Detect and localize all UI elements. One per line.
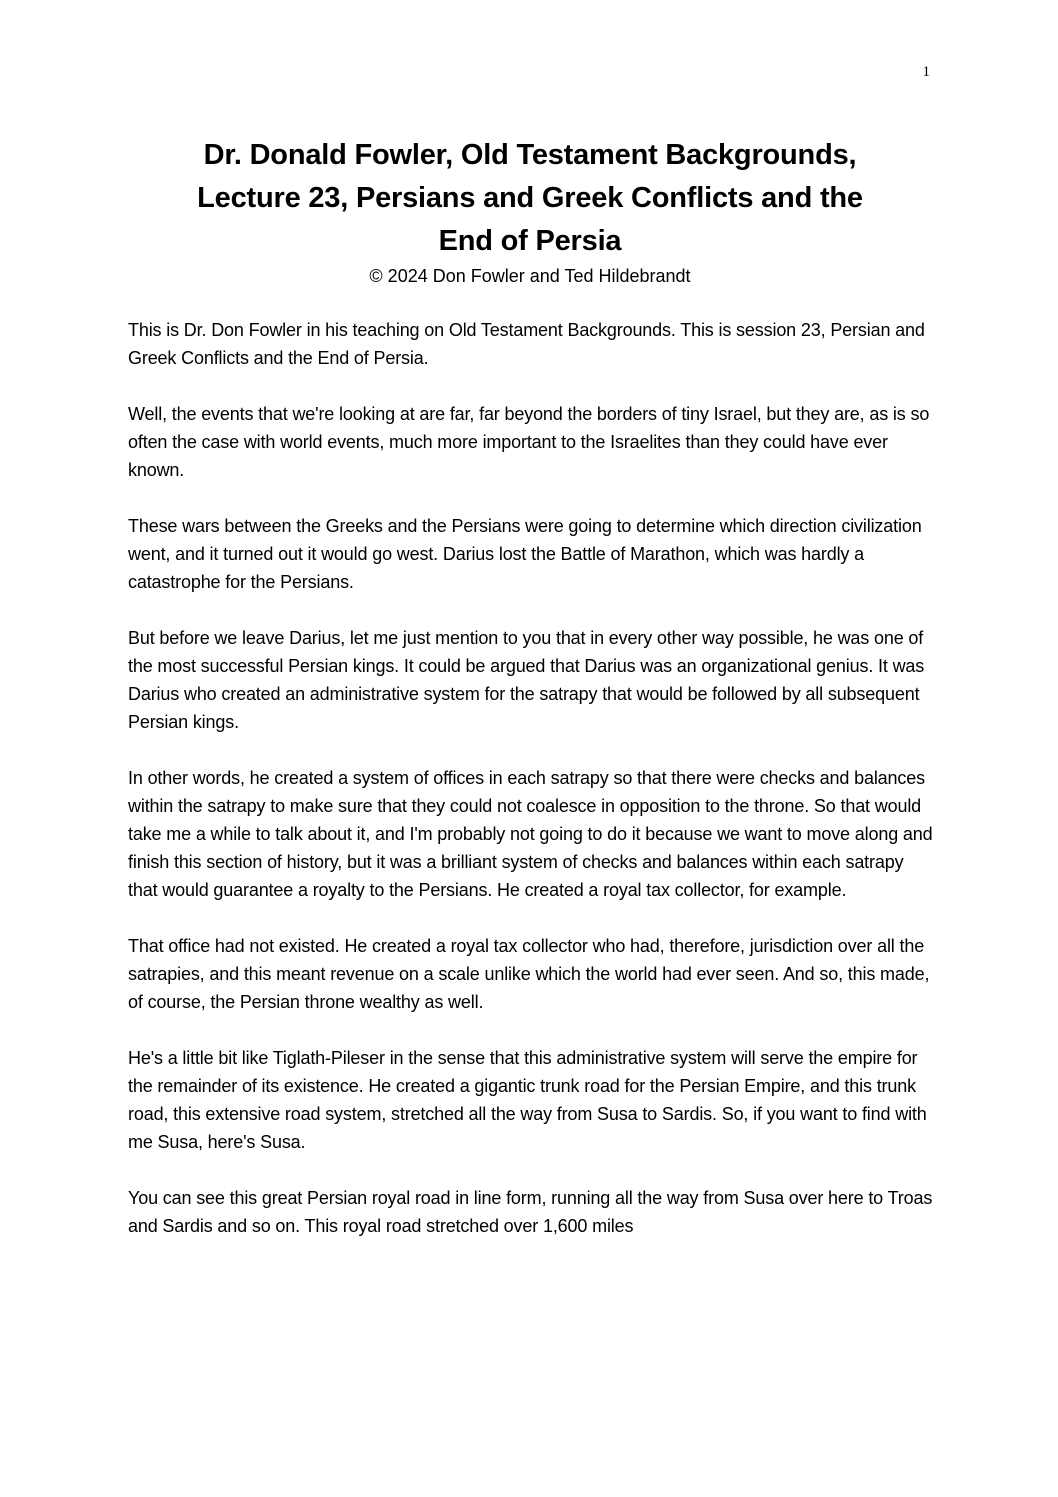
title-line: Lecture 23, Persians and Greek Conflicts and the [197,182,863,214]
body-paragraph: These wars between the Greeks and the Persians were going to determine which direction civilization went, and it turned out it would go west. Darius lost the Battle of Marathon, which was hardly a catastrophe for the Persians. [128,516,922,592]
body-paragraph: That office had not existed. He created a royal tax collector who had, therefore, jurisdiction over all the satrapies, and this meant revenue on a scale unlike which the world had ever seen. And so, this made, of course, the Persian throne wealthy as well. [128,936,930,1012]
body-paragraph: In other words, he created a system of offices in each satrapy so that there were checks and balances within the satrapy to make sure that they could not coalesce in opposition to the throne. So that would take me a while to talk about it, and I'm probably not going to do it because we want to move along and finish this section of history, but it was a brilliant system of checks and balances within each satrapy that would guarantee a royalty to the Persians. He created a royal tax collector, for example. [128,768,933,900]
title-line: Dr. Donald Fowler, Old Testament Backgrounds, [203,139,857,171]
copyright-line: © 2024 Don Fowler and Ted Hildebrandt [369,266,691,286]
title-block [130,134,930,289]
body-paragraph: Well, the events that we're looking at are far, far beyond the borders of tiny Israel, but they are, as is so often the case with world events, much more important to the Israelites than they could have ever known. [128,404,930,480]
body-paragraph: You can see this great Persian royal road in line form, running all the way from Susa over here to Troas and Sardis and so on. This royal road stretched over 1,600 miles [128,1188,933,1236]
page-number: 1 [922,64,930,80]
body-paragraph: This is Dr. Don Fowler in his teaching on Old Testament Backgrounds. This is session 23, Persian and Greek Conflicts and the End of Persia. [128,320,925,368]
document-body [128,316,934,1268]
body-paragraph: He's a little bit like Tiglath-Pileser in the sense that this administrative system will serve the empire for the remainder of its existence. He created a gigantic trunk road for the Persian Empire, and this trunk road, this extensive road system, stretched all the way from Susa to Sardis. So, if you want to find with me Susa, here's Susa. [128,1048,927,1152]
title-line: End of Persia [438,225,622,257]
document-title [130,134,930,263]
body-paragraph: But before we leave Darius, let me just mention to you that in every other way possible, he was one of the most successful Persian kings. It could be argued that Darius was an organizational genius. It was Darius who created an administrative system for the satrapy that would be followed by all subsequent Persian kings. [128,628,925,732]
